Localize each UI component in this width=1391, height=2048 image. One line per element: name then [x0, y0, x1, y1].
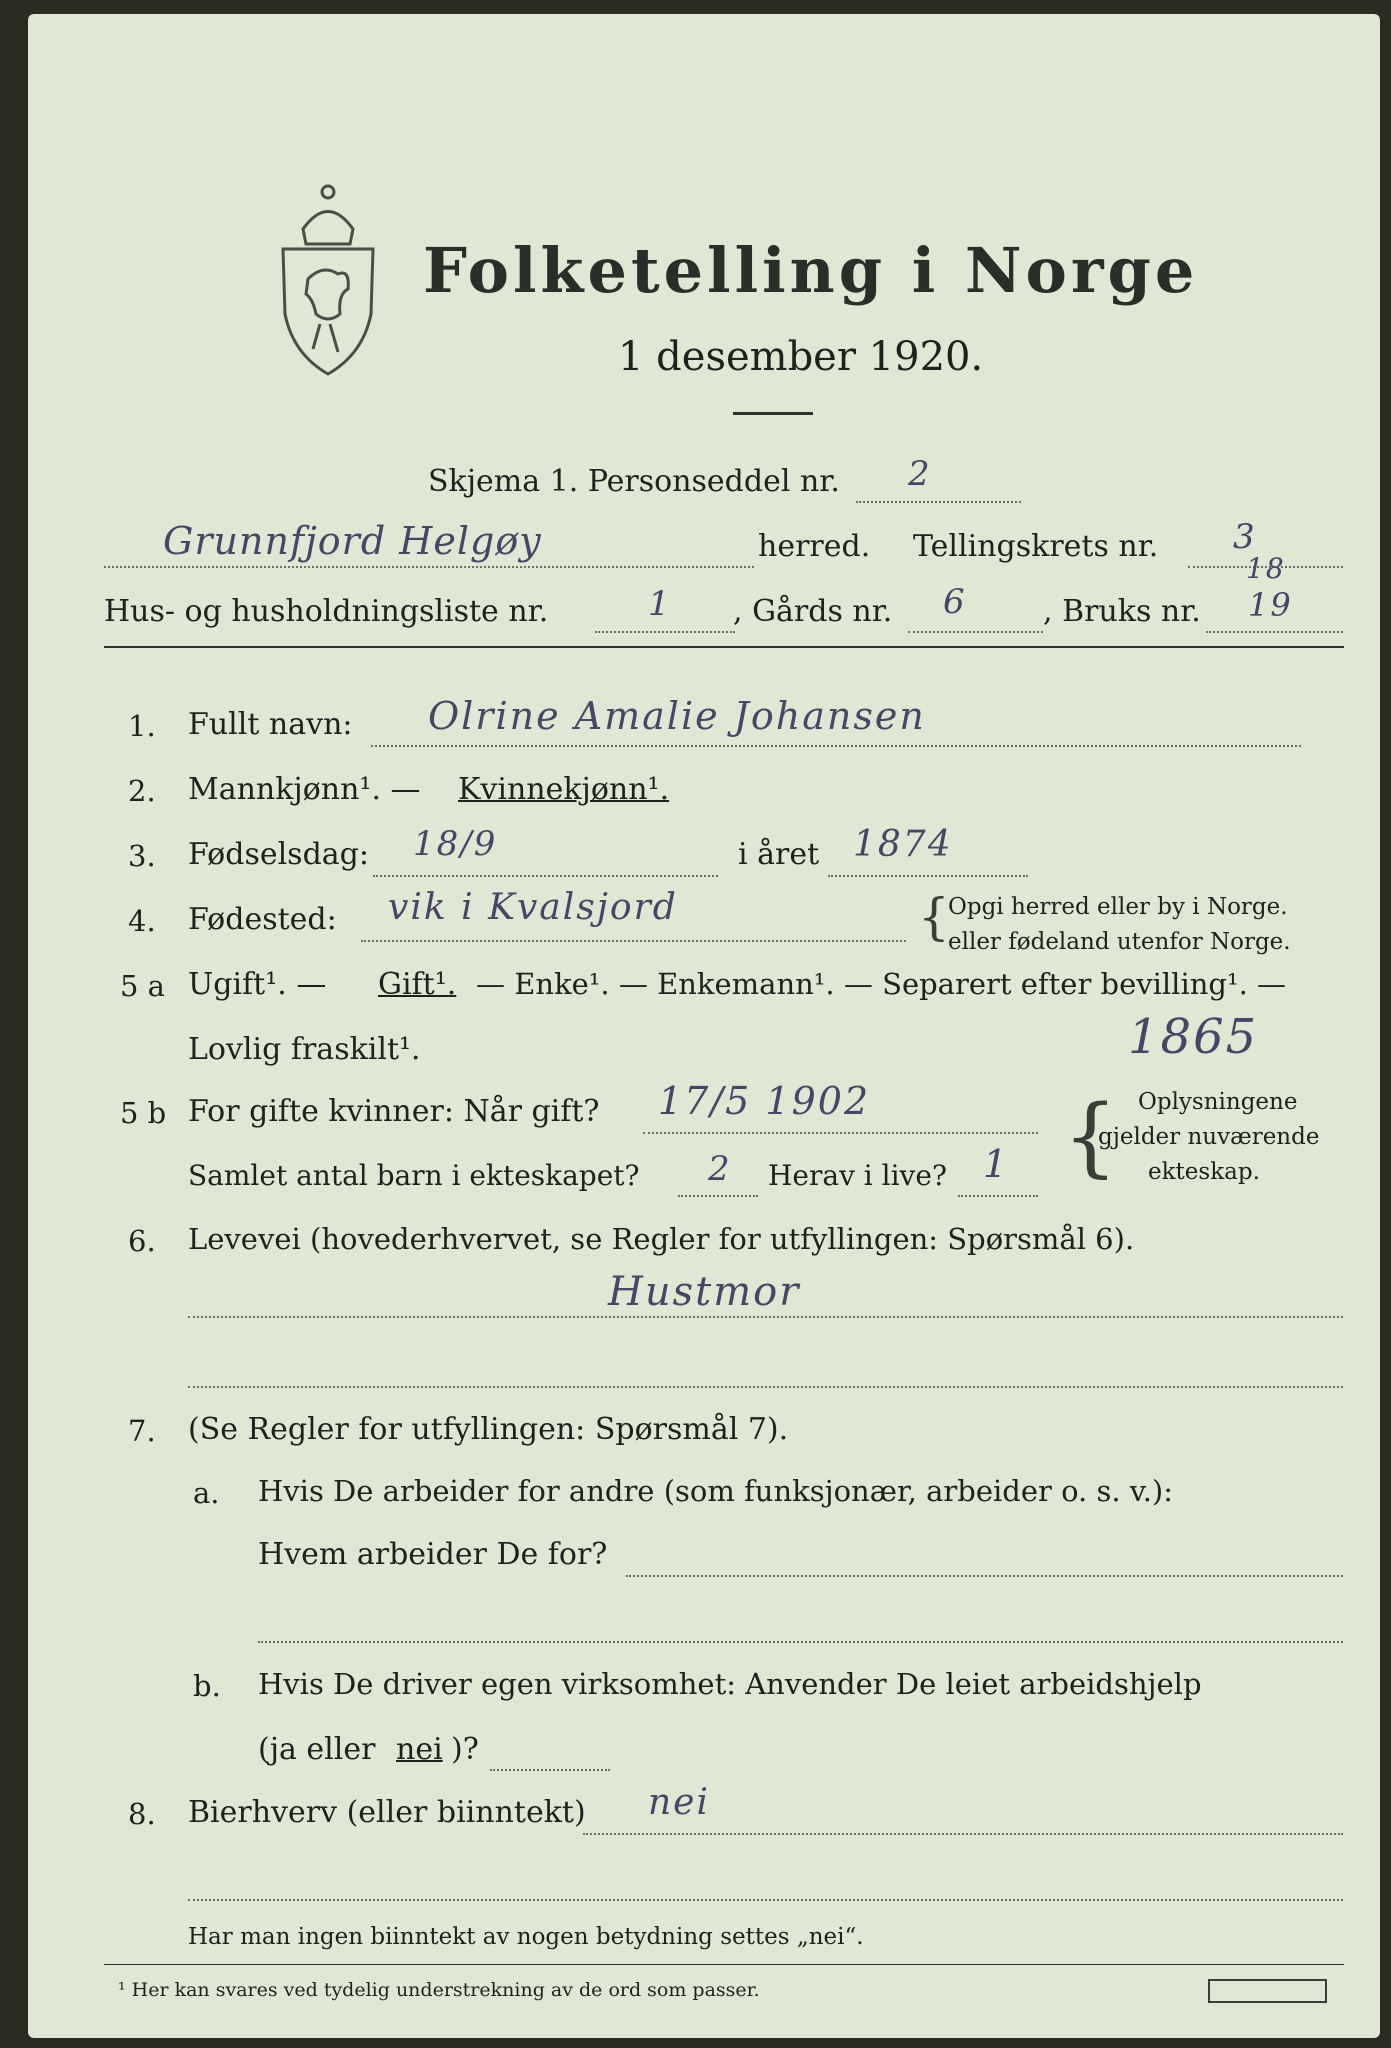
q3-number: 3. [128, 839, 156, 873]
q5a-gift[interactable]: Gift¹. [378, 967, 457, 1002]
tellingskrets-value[interactable]: 3 [1233, 517, 1257, 557]
q8-line-1 [583, 1833, 1343, 1835]
q7b-letter: b. [193, 1669, 221, 1703]
q7b-sub-a: (ja eller [258, 1732, 376, 1767]
q2-female[interactable]: Kvinnekjønn¹. [458, 772, 670, 807]
q5b-label: For gifte kvinner: Når gift? [188, 1094, 600, 1129]
q1-number: 1. [128, 709, 156, 743]
footer-rule [104, 1964, 1344, 1965]
footer-note: Har man ingen biinntekt av nogen betydning settes „nei“. [188, 1924, 864, 1950]
q5b-brace: { [1063, 1087, 1118, 1187]
q8-number: 8. [128, 1797, 156, 1831]
q2-male: Mannkjønn¹. — [188, 772, 421, 807]
gards-value[interactable]: 6 [943, 582, 967, 622]
q5b-note-3: ekteskap. [1148, 1159, 1260, 1185]
q3-year-line [828, 875, 1028, 877]
printer-stamp [1208, 1979, 1327, 2003]
q5a-options: — Enke¹. — Enkemann¹. — Separert efter bevilling¹. — [476, 967, 1287, 1001]
q1-label: Fullt navn: [188, 707, 353, 742]
q5b-alive-value[interactable]: 1 [983, 1142, 1010, 1186]
footnote: ¹ Her kan svares ved tydelig understrekning av de ord som passer. [118, 1979, 760, 2001]
tellingskrets-label: Tellingskrets nr. [913, 529, 1159, 564]
bruks-value[interactable]: 19 [1248, 586, 1293, 624]
q3-label: Fødselsdag: [188, 837, 369, 872]
gards-line [908, 631, 1043, 633]
herred-line [104, 566, 754, 568]
q4-note-1: Opgi herred eller by i Norge. [948, 894, 1288, 920]
q7b-label: Hvis De driver egen virksomhet: Anvender De leiet arbeidshjelp [258, 1667, 1202, 1701]
q8-label: Bierhverv (eller biinntekt) [188, 1795, 586, 1830]
q7b-nei[interactable]: nei [396, 1732, 443, 1767]
q4-line [361, 940, 906, 942]
q6-label: Levevei (hovederhvervet, se Regler for utfyllingen: Spørsmål 6). [188, 1222, 1135, 1256]
skjema-value[interactable]: 2 [908, 454, 932, 494]
q2-number: 2. [128, 774, 156, 808]
q5b-children-line [678, 1195, 758, 1197]
q6-number: 6. [128, 1224, 156, 1258]
q5b-line [643, 1132, 1038, 1134]
q5b-alive-line [958, 1195, 1038, 1197]
q5b-note-2: gjelder nuværende [1098, 1124, 1320, 1150]
q5b-children-label: Samlet antal barn i ekteskapet? [188, 1159, 640, 1192]
q6-line-1 [188, 1316, 1343, 1318]
q4-value[interactable]: vik i Kvalsjord [388, 887, 678, 928]
title-rule [733, 412, 813, 415]
q6-value[interactable]: Hustmor [608, 1269, 801, 1315]
bruks-value-top[interactable]: 18 [1246, 552, 1286, 585]
coat-of-arms-icon [268, 174, 388, 384]
q3-year-label: i året [738, 837, 820, 872]
gards-label: , Gårds nr. [733, 594, 893, 629]
skjema-label: Skjema 1. Personseddel nr. [428, 464, 840, 499]
q7a-sub: Hvem arbeider De for? [258, 1537, 608, 1572]
q5a-fraskilt: Lovlig fraskilt¹. [188, 1032, 421, 1067]
bruks-label: , Bruks nr. [1043, 594, 1201, 629]
skjema-line [856, 501, 1021, 503]
q1-value[interactable]: Olrine Amalie Johansen [428, 694, 926, 738]
hus-line [595, 631, 735, 633]
q3-year-value[interactable]: 1874 [853, 824, 953, 865]
q5a-margin-note: 1865 [1128, 1009, 1259, 1065]
q7a-line-2 [258, 1641, 1343, 1643]
q3-line [373, 875, 718, 877]
q1-line [371, 745, 1301, 747]
q6-line-2 [188, 1386, 1343, 1388]
herred-value[interactable]: Grunnfjord Helgøy [163, 519, 542, 563]
q4-brace: { [918, 888, 950, 946]
q5b-value[interactable]: 17/5 1902 [658, 1079, 871, 1123]
q5a-number: 5 a [120, 969, 165, 1003]
hus-label: Hus- og husholdningsliste nr. [104, 594, 549, 629]
q7a-letter: a. [193, 1476, 220, 1510]
q7a-label: Hvis De arbeider for andre (som funksjonær, arbeider o. s. v.): [258, 1474, 1174, 1508]
q8-value[interactable]: nei [648, 1782, 711, 1823]
q5a-ugift: Ugift¹. — [188, 967, 327, 1002]
q5b-note-1: Oplysningene [1138, 1089, 1298, 1115]
header-rule [104, 646, 1344, 648]
q4-number: 4. [128, 904, 156, 938]
q5b-children-value[interactable]: 2 [708, 1149, 732, 1189]
bruks-line [1206, 631, 1343, 633]
herred-label: herred. [758, 529, 871, 564]
q8-line-2 [188, 1899, 1343, 1901]
q7-number: 7. [128, 1414, 156, 1448]
census-date: 1 desember 1920. [618, 334, 984, 380]
q3-value[interactable]: 18/9 [413, 824, 498, 864]
q7b-line [490, 1769, 610, 1771]
q5b-alive-label: Herav i live? [768, 1159, 947, 1192]
q7b-sub-b: )? [451, 1732, 479, 1767]
q5b-number: 5 b [120, 1096, 167, 1130]
hus-value[interactable]: 1 [648, 584, 672, 624]
census-form-page [28, 14, 1380, 2038]
q7-label: (Se Regler for utfyllingen: Spørsmål 7). [188, 1412, 789, 1447]
form-title: Folketelling i Norge [423, 234, 1199, 307]
q4-note-2: eller fødeland utenfor Norge. [948, 929, 1291, 955]
q7a-line-1 [626, 1575, 1343, 1577]
q4-label: Fødested: [188, 902, 337, 937]
